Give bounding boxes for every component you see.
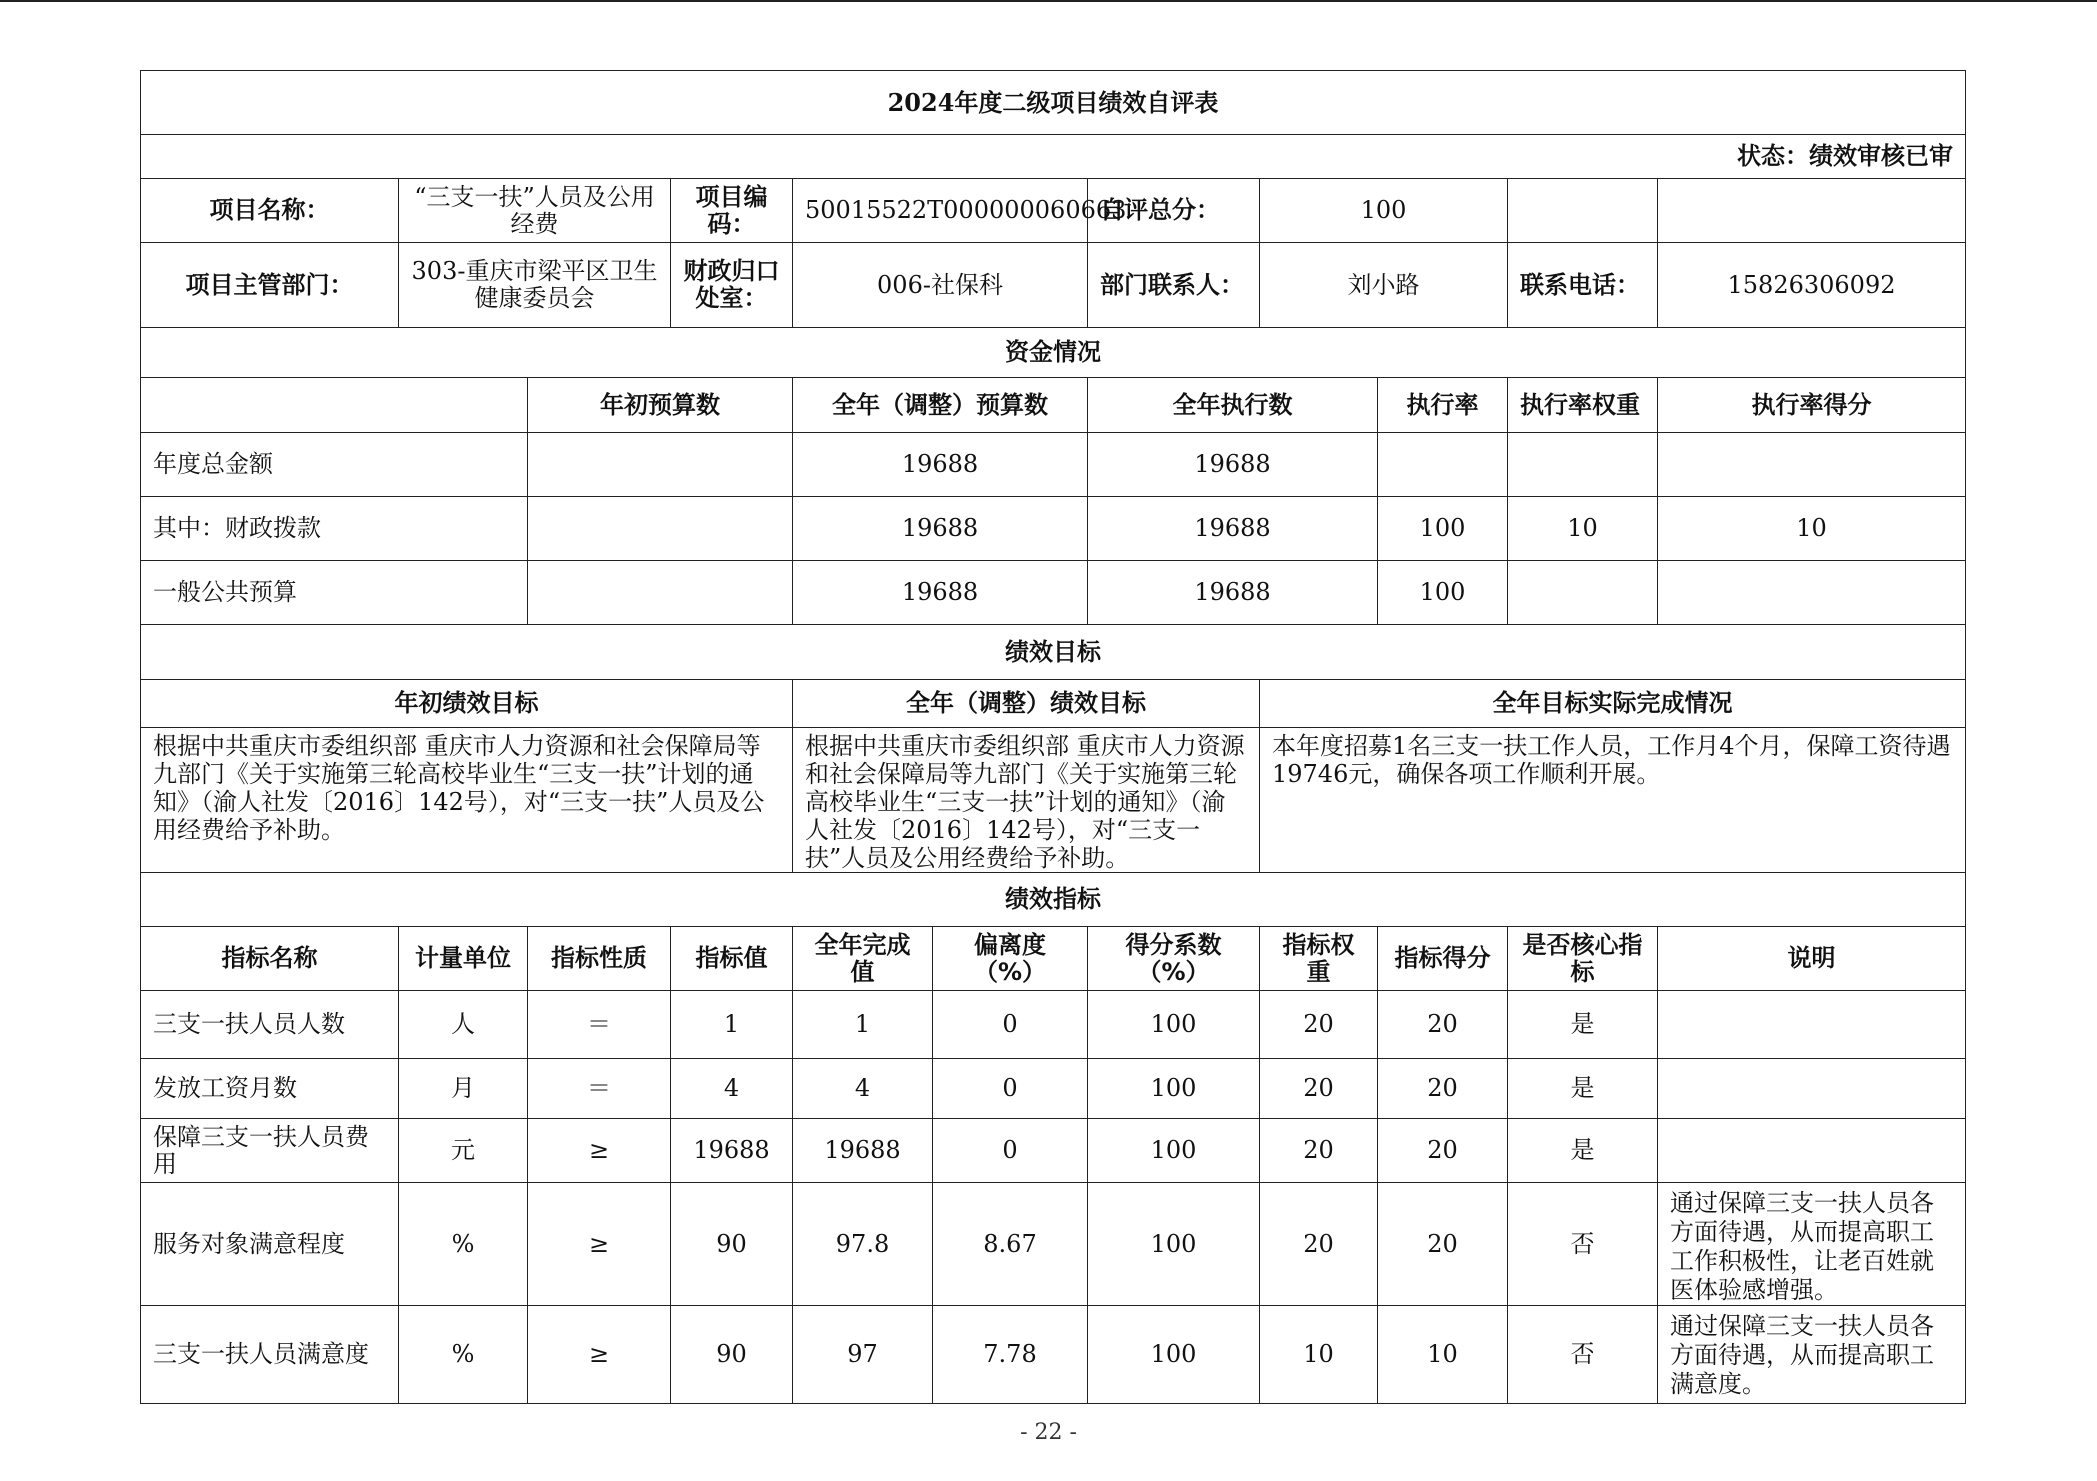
funds-row-rate: 100 [1378, 561, 1508, 625]
ind-deviation: 7.78 [933, 1306, 1088, 1404]
ind-nature: ≥ [528, 1119, 671, 1183]
ind-score: 20 [1378, 1059, 1508, 1119]
ind-coef: 100 [1088, 1119, 1260, 1183]
total-score-value: 100 [1260, 179, 1508, 243]
funds-header-empty [141, 378, 528, 433]
ind-nature: ＝ [528, 1059, 671, 1119]
ind-unit: 元 [399, 1119, 528, 1183]
indicator-row [141, 991, 1966, 1059]
funds-row-executed: 19688 [1088, 433, 1378, 497]
funds-col-adjusted: 全年（调整）预算数 [793, 378, 1088, 433]
ind-name: 保障三支一扶人员费用 [141, 1119, 399, 1183]
funds-row-weight [1508, 561, 1658, 625]
ind-note [1658, 1059, 1966, 1119]
ind-actual: 4 [793, 1059, 933, 1119]
funds-section-title: 资金情况 [141, 328, 1966, 378]
ind-name: 服务对象满意程度 [141, 1183, 399, 1306]
ind-core: 是 [1508, 991, 1658, 1059]
page-number: - 22 - [1020, 1420, 1077, 1445]
funds-row [141, 433, 1966, 497]
ind-name: 三支一扶人员人数 [141, 991, 399, 1059]
ind-coef: 100 [1088, 1183, 1260, 1306]
ind-unit: % [399, 1306, 528, 1404]
project-code-value: 50015522T000000060663 [793, 179, 1088, 243]
goals-adjusted-text: 根据中共重庆市委组织部 重庆市人力资源和社会保障局等九部门《关于实施第三轮高校毕业生“三支一扶”计划的通知》（渝人社发〔2016〕142号），对“三支一扶”人员及公用经费给予补助。 [793, 728, 1260, 873]
ind-coef: 100 [1088, 991, 1260, 1059]
funds-row-initial [528, 433, 793, 497]
ind-score: 20 [1378, 1119, 1508, 1183]
ind-note: 通过保障三支一扶人员各方面待遇，从而提高职工工作积极性，让老百姓就医体验感增强。 [1658, 1183, 1966, 1306]
funds-row-name: 其中：财政拨款 [141, 497, 528, 561]
ind-unit: % [399, 1183, 528, 1306]
ind-col-score: 指标得分 [1378, 927, 1508, 991]
ind-deviation: 0 [933, 1119, 1088, 1183]
funds-col-rate: 执行率 [1378, 378, 1508, 433]
total-score-label: 自评总分： [1088, 179, 1260, 243]
ind-weight: 20 [1260, 1119, 1378, 1183]
top-border-line [0, 0, 2097, 2]
ind-target: 1 [671, 991, 793, 1059]
ind-core: 是 [1508, 1119, 1658, 1183]
funds-row-weight [1508, 433, 1658, 497]
project-name-value: “三支一扶”人员及公用经费 [399, 179, 671, 243]
dept-value: 303-重庆市梁平区卫生健康委员会 [399, 243, 671, 328]
ind-nature: ＝ [528, 991, 671, 1059]
funds-row-initial [528, 497, 793, 561]
project-code-label: 项目编码： [671, 179, 793, 243]
ind-actual: 97 [793, 1306, 933, 1404]
ind-deviation: 0 [933, 1059, 1088, 1119]
ind-target: 90 [671, 1183, 793, 1306]
ind-col-deviation: 偏离度（%） [933, 927, 1088, 991]
status-line: 状态：绩效审核已审 [141, 135, 1966, 179]
funds-row-rate [1378, 433, 1508, 497]
funds-col-initial: 年初预算数 [528, 378, 793, 433]
ind-actual: 19688 [793, 1119, 933, 1183]
ind-col-core: 是否核心指标 [1508, 927, 1658, 991]
funds-row-executed: 19688 [1088, 561, 1378, 625]
funds-row-score [1658, 561, 1966, 625]
funds-row-adjusted: 19688 [793, 561, 1088, 625]
finance-office-value: 006-社保科 [793, 243, 1088, 328]
phone-value: 15826306092 [1658, 243, 1966, 328]
ind-actual: 1 [793, 991, 933, 1059]
funds-row-adjusted: 19688 [793, 497, 1088, 561]
phone-label: 联系电话： [1508, 243, 1658, 328]
performance-self-evaluation-table [140, 70, 1966, 1404]
indicator-row [141, 1059, 1966, 1119]
ind-target: 90 [671, 1306, 793, 1404]
funds-row [141, 497, 1966, 561]
ind-col-coef: 得分系数（%） [1088, 927, 1260, 991]
ind-nature: ≥ [528, 1306, 671, 1404]
contact-value: 刘小路 [1260, 243, 1508, 328]
ind-coef: 100 [1088, 1306, 1260, 1404]
ind-core: 否 [1508, 1306, 1658, 1404]
ind-nature: ≥ [528, 1183, 671, 1306]
ind-name: 三支一扶人员满意度 [141, 1306, 399, 1404]
ind-unit: 人 [399, 991, 528, 1059]
ind-note: 通过保障三支一扶人员各方面待遇，从而提高职工满意度。 [1658, 1306, 1966, 1404]
dept-label: 项目主管部门： [141, 243, 399, 328]
funds-row-name: 年度总金额 [141, 433, 528, 497]
ind-deviation: 8.67 [933, 1183, 1088, 1306]
indicators-section-title: 绩效指标 [141, 873, 1966, 927]
ind-core: 是 [1508, 1059, 1658, 1119]
funds-row-rate: 100 [1378, 497, 1508, 561]
funds-row-weight: 10 [1508, 497, 1658, 561]
funds-row-score [1658, 433, 1966, 497]
funds-row-name: 一般公共预算 [141, 561, 528, 625]
funds-col-executed: 全年执行数 [1088, 378, 1378, 433]
goals-col-adjusted: 全年（调整）绩效目标 [793, 680, 1260, 728]
ind-note [1658, 1119, 1966, 1183]
funds-col-weight: 执行率权重 [1508, 378, 1658, 433]
contact-label: 部门联系人： [1088, 243, 1260, 328]
ind-col-target: 指标值 [671, 927, 793, 991]
ind-score: 10 [1378, 1306, 1508, 1404]
page-title: 2024年度二级项目绩效自评表 [141, 71, 1966, 135]
ind-name: 发放工资月数 [141, 1059, 399, 1119]
ind-col-nature: 指标性质 [528, 927, 671, 991]
goals-actual-text: 本年度招募1名三支一扶工作人员，工作月4个月，保障工资待遇19746元，确保各项工作顺利开展。 [1260, 728, 1966, 873]
ind-col-note: 说明 [1658, 927, 1966, 991]
ind-weight: 10 [1260, 1306, 1378, 1404]
ind-note [1658, 991, 1966, 1059]
header-empty-cell [1658, 179, 1966, 243]
funds-row [141, 561, 1966, 625]
ind-unit: 月 [399, 1059, 528, 1119]
goals-col-actual: 全年目标实际完成情况 [1260, 680, 1966, 728]
project-name-label: 项目名称： [141, 179, 399, 243]
ind-weight: 20 [1260, 1059, 1378, 1119]
funds-row-score: 10 [1658, 497, 1966, 561]
header-empty-cell [1508, 179, 1658, 243]
goals-section-title: 绩效目标 [141, 625, 1966, 680]
ind-target: 19688 [671, 1119, 793, 1183]
ind-weight: 20 [1260, 1183, 1378, 1306]
ind-col-weight: 指标权重 [1260, 927, 1378, 991]
indicator-row [141, 1119, 1966, 1183]
ind-col-name: 指标名称 [141, 927, 399, 991]
finance-office-label: 财政归口处室： [671, 243, 793, 328]
ind-coef: 100 [1088, 1059, 1260, 1119]
funds-row-executed: 19688 [1088, 497, 1378, 561]
funds-col-score: 执行率得分 [1658, 378, 1966, 433]
indicator-row [141, 1183, 1966, 1306]
ind-core: 否 [1508, 1183, 1658, 1306]
goals-col-initial: 年初绩效目标 [141, 680, 793, 728]
ind-score: 20 [1378, 991, 1508, 1059]
ind-col-unit: 计量单位 [399, 927, 528, 991]
funds-row-adjusted: 19688 [793, 433, 1088, 497]
ind-col-actual: 全年完成值 [793, 927, 933, 991]
ind-target: 4 [671, 1059, 793, 1119]
indicator-row [141, 1306, 1966, 1404]
ind-actual: 97.8 [793, 1183, 933, 1306]
ind-deviation: 0 [933, 991, 1088, 1059]
goals-initial-text: 根据中共重庆市委组织部 重庆市人力资源和社会保障局等九部门《关于实施第三轮高校毕业生“三支一扶”计划的通知》（渝人社发〔2016〕142号），对“三支一扶”人员及公用经费给予补助。 [141, 728, 793, 873]
ind-weight: 20 [1260, 991, 1378, 1059]
ind-score: 20 [1378, 1183, 1508, 1306]
funds-row-initial [528, 561, 793, 625]
